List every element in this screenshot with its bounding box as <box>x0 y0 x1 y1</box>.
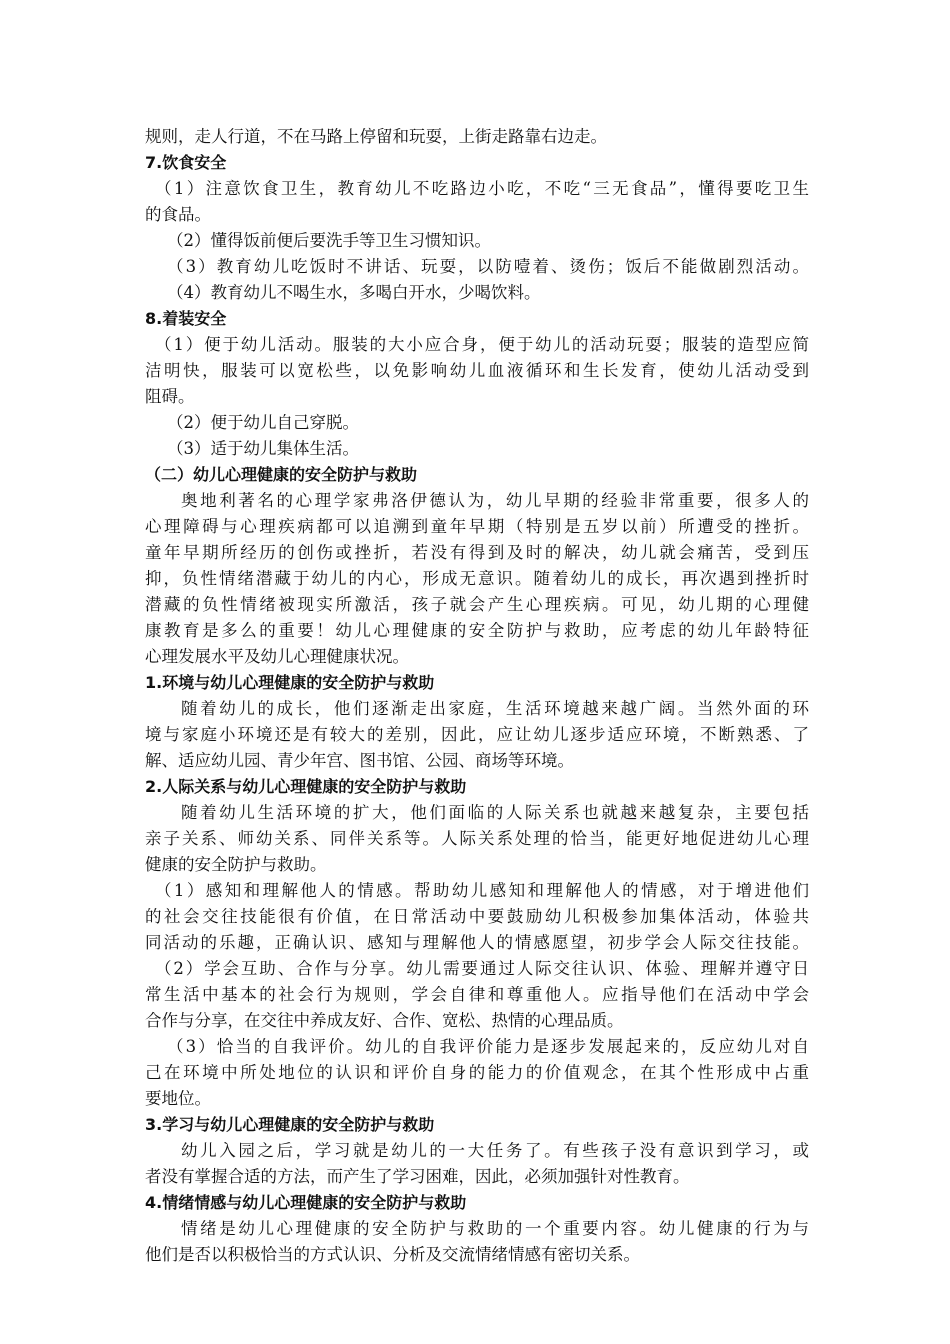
body-text-line: （3）适于幼儿集体生活。 <box>167 439 359 458</box>
body-text-line: （2）懂得饭前便后要洗手等卫生习惯知识。 <box>167 231 491 250</box>
body-text-line: 常生活中基本的社会行为规则，学会自律和尊重他人。应指导他们在活动中学会 <box>145 985 809 1004</box>
body-text-line: 心理障碍与心理疾病都可以追溯到童年早期（特别是五岁以前）所遭受的挫折。 <box>145 517 809 536</box>
section-heading: 7.饮食安全 <box>145 153 227 172</box>
body-text-line: 他们是否以积极恰当的方式认识、分析及交流情绪情感有密切关系。 <box>145 1245 640 1264</box>
body-text-line: 要地位。 <box>145 1089 211 1108</box>
body-text-line: 健康的安全防护与救助。 <box>145 855 327 874</box>
section-heading: 4.情绪情感与幼儿心理健康的安全防护与救助 <box>145 1193 467 1212</box>
body-text-line: 合作与分享，在交往中养成友好、合作、宽松、热情的心理品质。 <box>145 1011 624 1030</box>
body-text-line: （1）便于幼儿活动。服装的大小应合身，便于幼儿的活动玩耍；服装的造型应简 <box>155 335 809 354</box>
section-heading: 3.学习与幼儿心理健康的安全防护与救助 <box>145 1115 435 1134</box>
body-text-line: （3）教育幼儿吃饭时不讲话、玩耍，以防噎着、烫伤；饭后不能做剧烈活动。 <box>167 257 809 276</box>
body-text-line: 解、适应幼儿园、青少年宫、图书馆、公园、商场等环境。 <box>145 751 574 770</box>
section-heading: 2.人际关系与幼儿心理健康的安全防护与救助 <box>145 777 467 796</box>
body-text-line: 随着幼儿生活环境的扩大，他们面临的人际关系也就越来越复杂，主要包括 <box>181 803 809 822</box>
body-text-line: （3）恰当的自我评价。幼儿的自我评价能力是逐步发展起来的，反应幼儿对自 <box>167 1037 809 1056</box>
body-text-line: 的食品。 <box>145 205 211 224</box>
body-text-line: 己在环境中所处地位的认识和评价自身的能力的价值观念，在其个性形成中占重 <box>145 1063 809 1082</box>
body-text-line: 阻碍。 <box>145 387 195 406</box>
body-text-line: 心理发展水平及幼儿心理健康状况。 <box>145 647 409 666</box>
body-text-line: 规则，走人行道，不在马路上停留和玩耍，上街走路靠右边走。 <box>145 127 607 146</box>
body-text-line: 的社会交往技能很有价值，在日常活动中要鼓励幼儿积极参加集体活动，体验共 <box>145 907 809 926</box>
body-text-line: 奥地利著名的心理学家弗洛伊德认为，幼儿早期的经验非常重要，很多人的 <box>181 491 809 510</box>
body-text-line: 境与家庭小环境还是有较大的差别，因此，应让幼儿逐步适应环境，不断熟悉、了 <box>145 725 809 744</box>
body-text-line: （1）注意饮食卫生，教育幼儿不吃路边小吃，不吃“三无食品”，懂得要吃卫生 <box>155 179 809 198</box>
section-heading: 8.着装安全 <box>145 309 227 328</box>
section-heading: 1.环境与幼儿心理健康的安全防护与救助 <box>145 673 435 692</box>
body-text-line: 同活动的乐趣，正确认识、感知与理解他人的情感愿望，初步学会人际交往技能。 <box>145 933 809 952</box>
body-text-line: 潜藏的负性情绪被现实所激活，孩子就会产生心理疾病。可见，幼儿期的心理健 <box>145 595 809 614</box>
body-text-line: （2）便于幼儿自己穿脱。 <box>167 413 359 432</box>
body-text-line: 康教育是多么的重要！幼儿心理健康的安全防护与救助，应考虑的幼儿年龄特征 <box>145 621 809 640</box>
body-text-line: 者没有掌握合适的方法，而产生了学习困难，因此，必须加强针对性教育。 <box>145 1167 690 1186</box>
body-text-line: （2）学会互助、合作与分享。幼儿需要通过人际交往认识、体验、理解并遵守日 <box>155 959 809 978</box>
section-heading: （二）幼儿心理健康的安全防护与救助 <box>145 465 418 484</box>
document-page <box>145 124 809 1268</box>
body-text-line: 抑，负性情绪潜藏于幼儿的内心，形成无意识。随着幼儿的成长，再次遇到挫折时 <box>145 569 809 588</box>
body-text-line: 亲子关系、师幼关系、同伴关系等。人际关系处理的恰当，能更好地促进幼儿心理 <box>145 829 809 848</box>
body-text-line: （1）感知和理解他人的情感。帮助幼儿感知和理解他人的情感，对于增进他们 <box>155 881 809 900</box>
body-text-line: 随着幼儿的成长，他们逐渐走出家庭，生活环境越来越广阔。当然外面的环 <box>181 699 809 718</box>
body-text-line: 幼儿入园之后，学习就是幼儿的一大任务了。有些孩子没有意识到学习，或 <box>181 1141 809 1160</box>
body-text-line: 童年早期所经历的创伤或挫折，若没有得到及时的解决，幼儿就会痛苦，受到压 <box>145 543 809 562</box>
body-text-line: 情绪是幼儿心理健康的安全防护与救助的一个重要内容。幼儿健康的行为与 <box>181 1219 809 1238</box>
body-text-line: （4）教育幼儿不喝生水，多喝白开水，少喝饮料。 <box>167 283 541 302</box>
body-text-line: 洁明快，服装可以宽松些，以免影响幼儿血液循环和生长发育，使幼儿活动受到 <box>145 361 809 380</box>
